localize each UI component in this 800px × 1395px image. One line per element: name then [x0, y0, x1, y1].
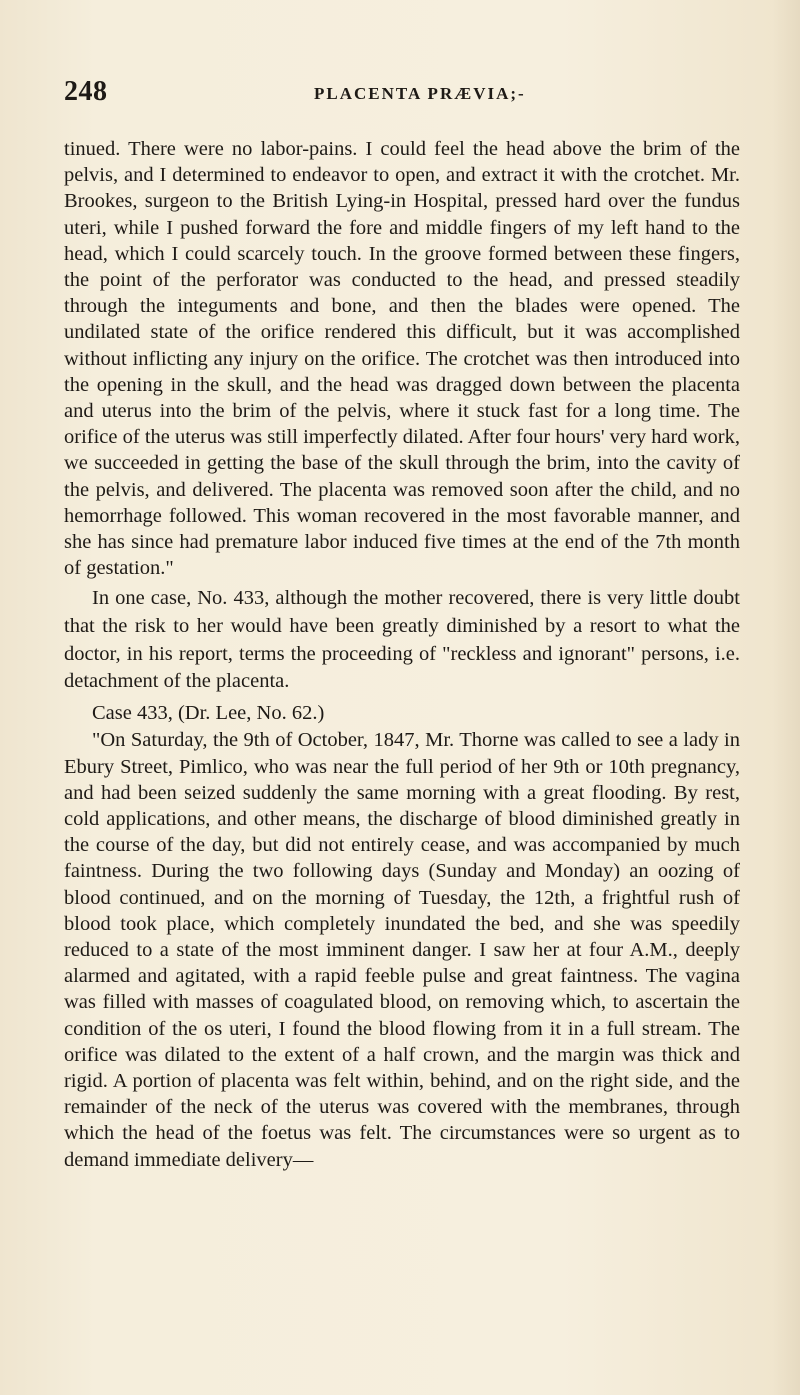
body-text [64, 136, 740, 1173]
paragraph-case-433: "On Saturday, the 9th of October, 1847, Mr. Thorne was called to see a lady in Ebury Street, Pimlico, who was near the full period of her 9th or 10th pregnancy, and had been seized suddenly the same morning with a great flooding. By rest, cold applications, and other means, the discharge of blood diminished greatly in the course of the day, but did not entirely cease, and was accompanied by much faintness. During the two following days (Sunday and Monday) an oozing of blood continued, and on the morning of Tuesday, the 12th, a frightful rush of blood took place, which completely inundated the bed, and she was speedily reduced to a state of the most imminent danger. I saw her at four A.M., deeply alarmed and agitated, with a rapid feeble pulse and great faintness. The vagina was filled with masses of coagulated blood, on removing which, to ascertain the condition of the os uteri, I found the blood flowing from it in a full stream. The orifice was dilated to the extent of a half crown, and the margin was thick and rigid. A portion of placenta was felt within, behind, and on the right side, and the remainder of the neck of the uterus was covered with the membranes, through which the head of the foetus was felt. The circumstances were so urgent as to demand immediate delivery— [64, 729, 740, 1171]
page-number: 248 [64, 76, 108, 107]
case-heading: Case 433, (Dr. Lee, No. 62.) [92, 701, 325, 724]
paragraph-continued: tinued. There were no labor-pains. I could feel the head above the brim of the pelvis, and I determined to endeavor to open, and extract it with the crotchet. Mr. Brookes, surgeon to the British Lying-in Hospital, pressed hard over the fundus uteri, while I pushed forward the fore and middle fingers of my left hand to the head, which I could scarcely touch. In the groove formed between these fingers, the point of the perforator was conducted to the head, and pressed steadily through the integuments and bone, and then the blades were opened. The undilated state of the orifice rendered this difficult, but it was accomplished without inflicting any injury on the orifice. The crotchet was then introduced into the opening in the skull, and the head was dragged down between the placenta and uterus into the brim of the pelvis, where it stuck fast for a long time. The orifice of the uterus was still imperfectly dilated. After four hours' very hard work, we succeeded in getting the base of the skull through the brim, into the cavity of the pelvis, and delivered. The placenta was removed soon after the child, and no hemorrhage followed. This woman recovered in the most favorable manner, and she has since had premature labor induced five times at the end of the 7th month of gestation." [64, 138, 740, 580]
running-head: PLACENTA PRÆVIA;- [314, 84, 526, 103]
page-header [64, 76, 764, 116]
paragraph-case-note: In one case, No. 433, although the mother recovered, there is very little doubt that the risk to her would have been greatly diminished by a resort to what the doctor, in his report, terms the proceeding of "reckless and ignorant" persons, i.e. detachment of the placenta. [64, 587, 740, 693]
page-edge-shadow [772, 0, 800, 1395]
